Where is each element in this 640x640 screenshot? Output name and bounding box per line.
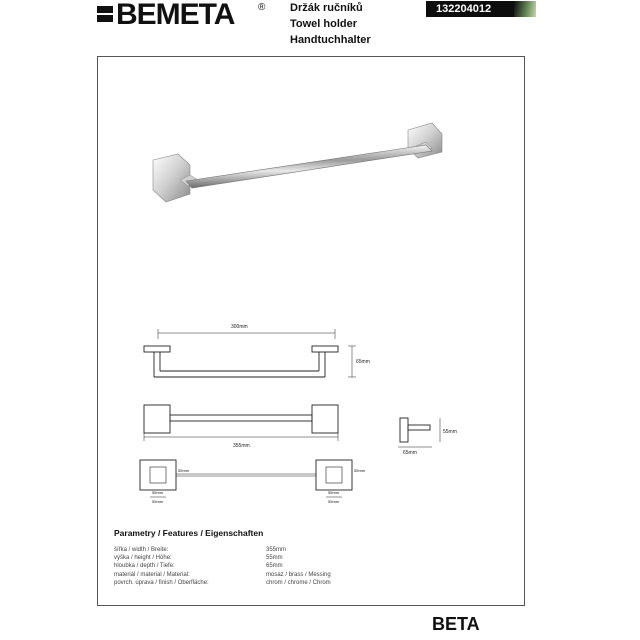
badge-stripe [514, 1, 536, 17]
param-label: hloubka / depth / Tiefe: [114, 563, 175, 570]
registered-mark: ® [258, 2, 266, 13]
dim-small-f: 55mm [328, 499, 340, 504]
product-name-de: Handtuchhalter [290, 34, 371, 46]
param-value: 355mm [266, 547, 287, 553]
param-value: 55mm [266, 555, 283, 562]
dim-small-a: 55mm [178, 468, 190, 473]
dim-small-e: 55mm [328, 490, 340, 495]
product-name-en: Towel holder [290, 18, 358, 30]
parameters-section [114, 528, 386, 587]
dim-side-height: 55mm [443, 429, 457, 435]
dim-side-depth: 65mm [403, 450, 417, 456]
product-code-badge [426, 1, 536, 17]
dim-small-b: 55mm [354, 468, 366, 473]
product-code: 132204012 [436, 3, 492, 15]
product-name-cz: Držák ručníků [290, 2, 363, 14]
parameters-title: Parametry / Features / Eigenschaften [114, 528, 264, 538]
param-row [114, 579, 386, 587]
product-photo [150, 118, 490, 218]
dim-length-total: 355mm [233, 443, 250, 449]
brand-name: BEMETA [116, 0, 235, 31]
dim-height: 65mm [356, 359, 370, 365]
param-label: výška / height / Höhe: [114, 555, 172, 562]
param-value: chrom / chrome / Chrom [266, 579, 331, 586]
dim-small-d: 55mm [152, 499, 164, 504]
brand-logo-icon [97, 6, 113, 22]
param-value: 65mm [266, 563, 283, 570]
dim-length-inner: 300mm [231, 324, 248, 330]
technical-drawings [130, 315, 510, 525]
param-row [114, 562, 386, 570]
param-row [114, 546, 386, 554]
param-label: povrch. úprava / finish / Oberfläche: [114, 579, 209, 586]
series-name: BETA [432, 614, 480, 634]
param-row [114, 571, 386, 579]
param-label: materiál / material / Material: [114, 571, 190, 578]
product-titles [290, 0, 371, 48]
dim-small-c: 55mm [152, 490, 164, 495]
param-value: mosaz / brass / Messing [266, 571, 331, 578]
param-label: šířka / width / Breite: [114, 547, 169, 553]
param-row [114, 554, 386, 562]
